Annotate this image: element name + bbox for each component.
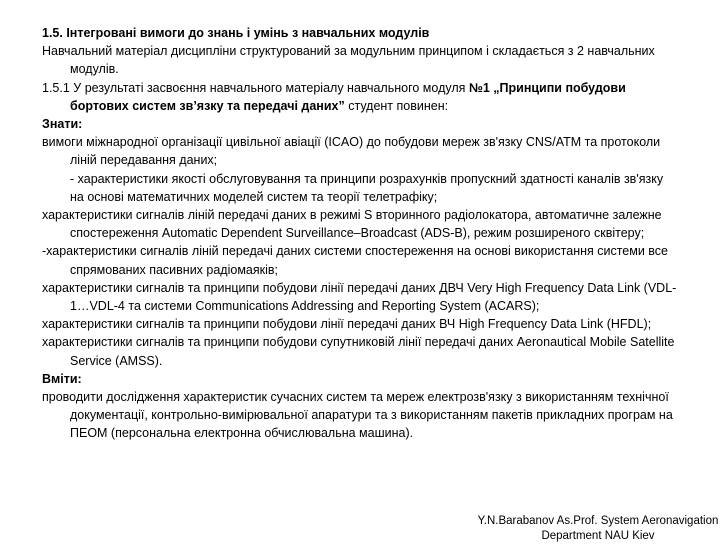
document-body <box>42 24 678 443</box>
intro-paragraph: Навчальний матеріал дисципліни структурований за модульним принципом і складається з 2 навчальних модулів. <box>42 44 655 77</box>
skills-item: проводити дослідження характеристик сучасних систем та мереж електрозв'язку з використанням технічної документації, контрольно-вимірювальної апаратури та з використанням пакетів прикладних програм на ПЕОМ (персональна електронна обчислювальна машина). <box>42 390 673 441</box>
skills-label: Вміти: <box>42 371 82 386</box>
know-item: характеристики сигналів та принципи побудови лінії передачі даних ВЧ High Frequency Data Link (HFDL); <box>42 317 652 332</box>
module-paragraph <box>42 79 678 115</box>
section-heading: 1.5. Інтегровані вимоги до знань і умінь з навчальних модулів <box>42 26 430 40</box>
know-item: - характеристики якості обслуговування та принципи розрахунків пропускний здатності каналів зв'язку на основі математичних моделей систем та теорії телетрафіку; <box>70 171 664 204</box>
footer-line-2: Department NAU Kiev <box>541 530 655 542</box>
know-item: вимоги міжнародної організації цивільної авіації (ICAO) до побудови мереж зв'язку CNS/ATM та протоколи ліній передавання даних; <box>42 135 661 168</box>
know-label: Знати: <box>42 117 83 132</box>
know-item: характеристики сигналів ліній передачі даних в режимі S вторинного радіолокатора, автоматичне залежне спостереження Automatic Dependent Surveillance–Broadcast (ADS-B), режим розширеного сквітеру; <box>42 208 662 241</box>
footer-line-1: Y.N.Barabanov As.Prof. System Aeronavigation <box>477 515 719 527</box>
know-item: характеристики сигналів та принципи побудови супутниковій лінії передачі даних Aeronautical Mobile Satellite Service (AMSS). <box>42 335 675 368</box>
module-title: №1 „Принципи побудови бортових систем зв’язку та передачі даних” <box>70 80 626 113</box>
know-item: -характеристики сигналів ліній передачі даних системи спостереження на основі використання системи все спрямованих пасивних радіомаяків; <box>42 244 669 277</box>
module-prefix: 1.5.1 У результаті засвоєння навчального матеріалу навчального модуля <box>42 80 466 95</box>
module-suffix: студент повинен: <box>344 98 449 113</box>
know-item: характеристики сигналів та принципи побудови лінії передачі даних ДВЧ Very High Frequency Data Link (VDL-1…VDL-4 та системи Communications Addressing and Reporting System (ACARS); <box>42 280 677 314</box>
